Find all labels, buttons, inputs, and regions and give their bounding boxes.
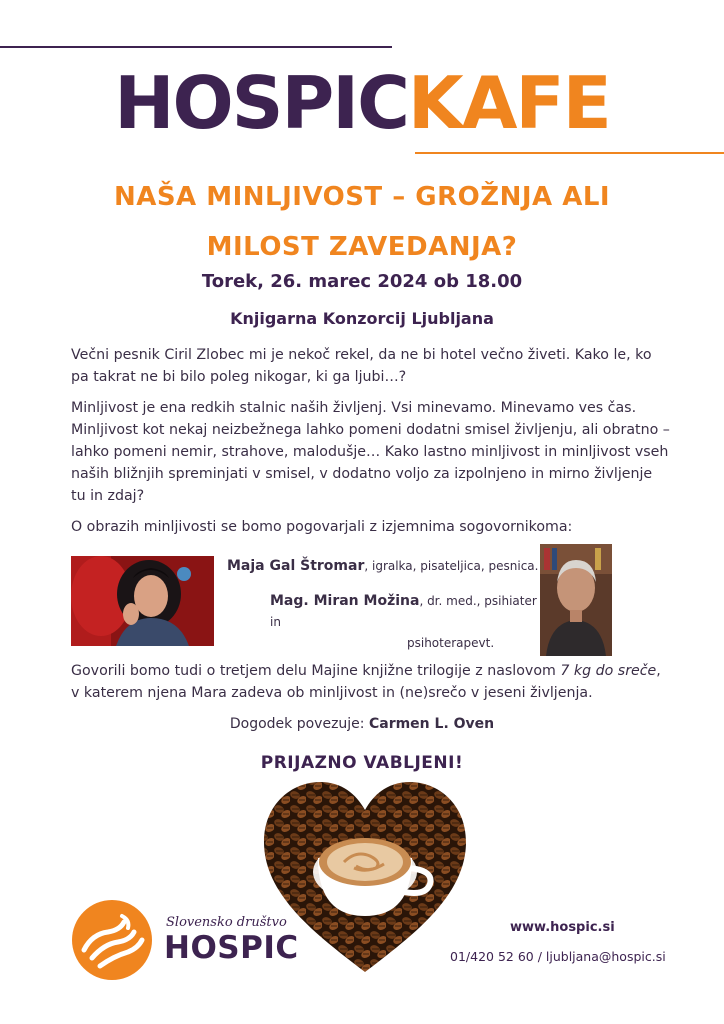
- event-venue: Knjigarna Konzorcij Ljubljana: [230, 309, 494, 328]
- speaker-1: [227, 558, 538, 574]
- invitation-greeting: PRIJAZNO VABLJENI!: [260, 753, 464, 773]
- header-divider-line: [415, 152, 724, 154]
- event-title-line-2: MILOST ZAVEDANJA?: [206, 232, 518, 262]
- event-title: [40, 172, 684, 272]
- book-title: 7 kg do sreče: [560, 663, 657, 679]
- organization-tagline: Slovensko društvo: [166, 915, 287, 930]
- hospickafe-logo: [0, 60, 724, 146]
- logo-kafe-text: KAFE: [407, 61, 610, 145]
- speaker-photo-miran: [540, 544, 612, 656]
- book-paragraph-start: Govorili bomo tudi o tretjem delu Majine knjižne trilogije z naslovom: [71, 663, 561, 679]
- book-paragraph-end: , v katerem njena Mara zadeva ob minljivost in (ne)srečo v jeseni življenja.: [71, 663, 661, 701]
- speaker-2: [270, 591, 538, 653]
- intro-paragraph: Večni pesnik Ciril Zlobec mi je nekoč rekel, da ne bi hotel večno živeti. Kako le, ko pa takrat ne bi bilo poleg nikogar, ki ga ljubi…?: [71, 347, 652, 385]
- speaker-1-name: Maja Gal Štromar: [227, 558, 365, 574]
- book-paragraph: [71, 660, 671, 704]
- contact-info[interactable]: 01/420 52 60 / ljubljana@hospic.si: [450, 949, 666, 964]
- host-name: Carmen L. Oven: [368, 716, 495, 732]
- host-label: Dogodek povezuje:: [229, 716, 369, 732]
- hospic-hands-logo-icon: [70, 898, 156, 982]
- website-link[interactable]: www.hospic.si: [510, 920, 615, 935]
- speaker-1-role: , igralka, pisateljica, pesnica.: [364, 559, 539, 573]
- main-paragraph: Minljivost je ena redkih stalnic naših življenj. Vsi minevamo. Minevamo ves čas. Minljivost kot nekaj neizbežnega lahko pomeni dodatni smisel življenju, ali obratno – lahko pomeni nemir, strahove, malodušje… Kako lastno minljivost in minljivost vseh naših bližnjih spreminjati v smisel, v dodatno voljo za izpolnjeno in mirno življenje tu in zdaj?: [71, 400, 670, 504]
- speakers-intro: O obrazih minljivosti se bomo pogovarjali z izjemnima sogovornikoma:: [71, 519, 573, 535]
- speaker-2-role: , dr. med., psihiater in: [270, 594, 537, 629]
- event-host: [0, 716, 724, 732]
- organization-name: HOSPIC: [164, 930, 299, 966]
- speaker-2-name: Mag. Miran Možina: [270, 593, 420, 609]
- speaker-photo-maja: [71, 556, 214, 646]
- event-date: Torek, 26. marec 2024 ob 18.00: [201, 271, 523, 292]
- speaker-2-role-line-2: psihoterapevt.: [407, 636, 495, 650]
- event-title-line-1: NAŠA MINLJIVOST – GROŽNJA ALI: [113, 182, 611, 212]
- top-divider-line: [0, 46, 392, 48]
- logo-hospic-text: HOSPIC: [114, 61, 408, 145]
